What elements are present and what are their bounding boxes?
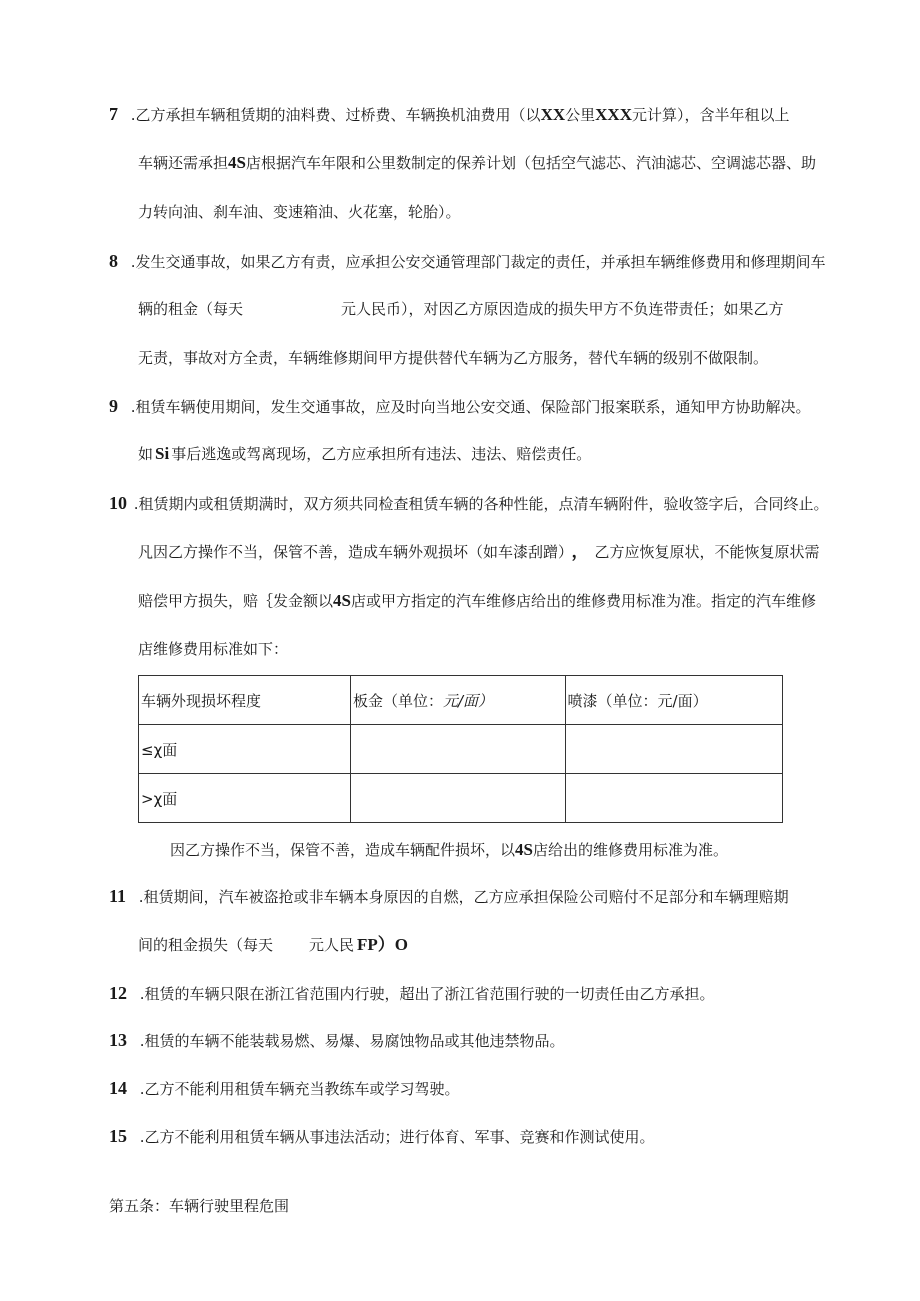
clause-text: 元计算），含半年租以上 — [631, 106, 790, 124]
table-cell — [350, 774, 565, 823]
ocr-text: FP）O — [357, 935, 409, 954]
clause-number: 15 — [109, 1126, 127, 1146]
clause-text: .乙方不能利用租赁车辆充当教练车或学习驾驶。 — [139, 1080, 460, 1098]
clause-text: 乙方应恢复原状，不能恢复原状需 — [594, 543, 820, 561]
clause-13-line-1 — [109, 1030, 565, 1051]
clause-text: 如 — [138, 445, 154, 463]
header-text: 板金（单位： — [352, 691, 443, 710]
clause-text: 因乙方操作不当，保管不善，造成车辆配件损坏，以 — [170, 841, 516, 859]
clause-8-line-1 — [109, 251, 826, 272]
table-cell: ≤χ面 — [139, 725, 351, 774]
ocr-text: Si — [155, 444, 170, 463]
clause-text: 元人民币），对因乙方原因造成的损失甲方不负连带责任；如果乙方 — [341, 300, 784, 318]
clause-10-line-2 — [138, 542, 820, 562]
clause-10-line-4 — [138, 639, 288, 659]
clause-11-line-1 — [109, 886, 789, 907]
clause-text: 凡因乙方操作不当，保管不善，造成车辆外观损坏（如车漆刮蹭） — [138, 543, 566, 561]
clause-text: .租赁的车辆不能装载易燃、易爆、易腐蚀物品或其他违禁物品。 — [139, 1032, 565, 1050]
clause-14-line-1 — [109, 1078, 460, 1099]
clause-9-line-2 — [138, 444, 591, 464]
table-cell — [565, 725, 782, 774]
table-cell — [565, 774, 782, 823]
clause-11-line-2 — [138, 935, 408, 955]
clause-text: 事后逃逸或驾离现场，乙方应承担所有违法、违法、赔偿责任。 — [171, 445, 592, 463]
clause-7-line-1 — [109, 104, 790, 125]
clause-number: 13 — [109, 1030, 127, 1050]
clause-text: 店维修费用标准如下： — [138, 640, 289, 658]
clause-8-line-2 — [138, 299, 784, 319]
brand-text: 4S — [515, 840, 533, 859]
clause-7-line-3 — [138, 202, 461, 222]
clause-text: .租赁期间，汽车被盗抢或非车辆本身原因的自燃，乙方应承担保险公司赔付不足部分和车辆理赔期 — [138, 888, 789, 906]
header-text: 元/面） — [442, 691, 494, 710]
clause-number: 7 — [109, 104, 118, 124]
clause-text: 店给出的维修费用标准为准。 — [532, 841, 728, 859]
clause-text: 赔偿甲方损失，赔｛发金额以 — [138, 592, 334, 610]
table-header-row — [139, 676, 783, 725]
clause-9-line-1 — [109, 396, 811, 417]
table-row — [139, 774, 783, 823]
clause-text: 公里 — [565, 106, 596, 124]
table-row — [139, 725, 783, 774]
clause-8-line-3 — [138, 348, 768, 368]
clause-text: .租赁期内或租赁期满时，双方须共同检查租赁车辆的各种性能，点清车辆附件，验收签字后，合同终止。 — [133, 495, 829, 513]
table-cell: >χ面 — [139, 774, 351, 823]
clause-text: .租赁车辆使用期间，发生交通事故，应及时向当地公安交通、保险部门报案联系，通知甲方协助解决。 — [130, 398, 811, 416]
clause-15-line-1 — [109, 1126, 655, 1147]
clause-number: 14 — [109, 1078, 127, 1098]
clause-text: ， — [571, 542, 589, 561]
clause-number: 11 — [109, 886, 127, 906]
table-header-cell — [350, 676, 565, 725]
clause-text: 间的租金损失（每天 — [138, 936, 274, 954]
clause-text: 元人民 — [309, 936, 355, 954]
clause-number: 12 — [109, 983, 127, 1003]
clause-number: 9 — [109, 396, 118, 416]
section-heading: 第五条：车辆行驶里程危围 — [109, 1197, 290, 1215]
clause-text: 店根据汽车年限和公里数制定的保养计划（包括空气滤芯、汽油滤芯、空调滤芯器、助 — [245, 154, 816, 172]
repair-cost-table — [138, 675, 783, 823]
clause-text: .发生交通事故，如果乙方有责，应承担公安交通管理部门裁定的责任，并承担车辆维修费用和修理期间车 — [130, 253, 826, 271]
clause-10-line-1 — [109, 493, 829, 514]
brand-text: 4S — [333, 591, 351, 610]
clause-text: 店或甲方指定的汽车维修店给出的维修费用标准为准。指定的汽车维修 — [350, 592, 816, 610]
clause-text: .乙方不能利用租赁车辆从事违法活动；进行体育、军事、竞赛和作测试使用。 — [139, 1128, 655, 1146]
table-header-cell: 车辆外现损坏程度 — [139, 676, 351, 725]
clause-text: 车辆还需承担 — [138, 154, 229, 172]
clause-text: 无责，事故对方全责，车辆维修期间甲方提供替代车辆为乙方服务，替代车辆的级别不做限制。 — [138, 349, 769, 367]
after-table-note — [170, 840, 728, 860]
clause-7-line-2 — [138, 153, 816, 173]
table-header-cell: 喷漆（单位：元/面） — [565, 676, 782, 725]
clause-number: 10 — [109, 493, 127, 513]
clause-text: 辆的租金（每天 — [138, 300, 244, 318]
table-cell — [350, 725, 565, 774]
clause-12-line-1 — [109, 983, 715, 1004]
brand-text: 4S — [228, 153, 246, 172]
clause-number: 8 — [109, 251, 118, 271]
clause-text: 力转向油、刹车油、变速箱油、火花塞，轮胎）。 — [138, 203, 461, 221]
clause-text: .乙方承担车辆租赁期的油料费、过桥费、车辆换机油费用（以 — [130, 106, 541, 124]
clause-text: .租赁的车辆只限在浙江省范围内行驶，超出了浙江省范围行驶的一切责任由乙方承担。 — [139, 985, 715, 1003]
placeholder-text: XXX — [595, 105, 632, 124]
placeholder-text: XX — [540, 105, 566, 124]
clause-10-line-3 — [138, 591, 816, 611]
